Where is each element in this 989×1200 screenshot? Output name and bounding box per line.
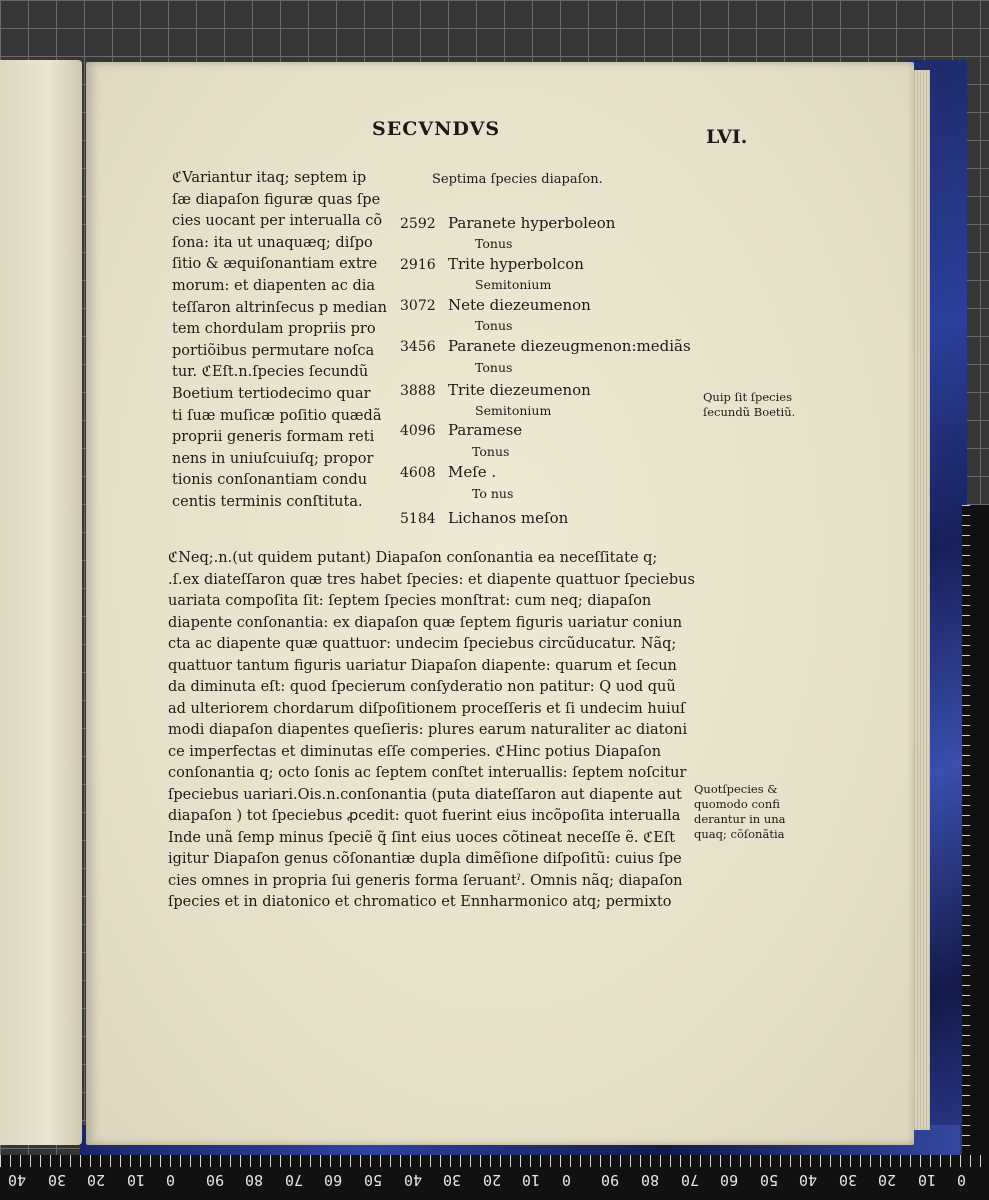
text-line: .ſ.ex diateſſaron quæ tres habet ſpecies: et diapente quattuor ſpeciebus bbox=[168, 571, 695, 588]
text-line: conſonantia q; octo ſonis ac ſeptem conſtet interuallis: ſeptem noſcitur bbox=[168, 765, 687, 781]
ruler-horizontal bbox=[0, 1155, 989, 1200]
text-line: quattuor tantum figuris uariatur Diapaſon diapente: quarum et ſecun bbox=[168, 657, 677, 674]
left-column-text bbox=[172, 168, 400, 514]
ruler-label: 30 bbox=[443, 1171, 462, 1189]
ruler-label: 80 bbox=[245, 1171, 264, 1189]
margin-note-line: derantur in una bbox=[694, 812, 786, 826]
ruler-label: 0 bbox=[166, 1171, 176, 1189]
ratio-number: 4608 bbox=[400, 465, 436, 481]
ratio-number: 3072 bbox=[400, 298, 436, 314]
table-row bbox=[400, 255, 584, 273]
folio-number: LVI. bbox=[706, 126, 748, 148]
text-line: proprii generis formam reti bbox=[172, 429, 375, 446]
ratio-number: 3888 bbox=[400, 383, 436, 399]
text-line: tur. ℭEſt.n.ſpecies ſecundũ bbox=[172, 364, 369, 381]
ruler-label: 30 bbox=[839, 1171, 858, 1189]
ruler-label: 60 bbox=[720, 1171, 739, 1189]
ratio-number: 3456 bbox=[400, 339, 436, 355]
note-name: Paramese bbox=[448, 421, 523, 439]
interval-label: Tonus bbox=[472, 444, 510, 459]
text-line: morum: et diapenten ac dia bbox=[172, 277, 376, 294]
text-line: diapente conſonantia: ex diapaſon quæ ſeptem figuris uariatur coniun bbox=[168, 614, 683, 631]
ruler-label: 30 bbox=[48, 1171, 67, 1189]
text-line: Boetium tertiodecimo quar bbox=[172, 385, 371, 402]
text-line: ſpeciebus uariari.Ois.n.conſonantia (puta diateſſaron aut diapente aut bbox=[168, 786, 682, 803]
text-line: ℭVariantur itaq; septem ip bbox=[172, 170, 367, 186]
margin-note-species bbox=[703, 390, 795, 420]
text-line: ſitio & æquiſonantiam extre bbox=[172, 256, 378, 273]
table-row bbox=[400, 381, 591, 399]
note-name: Nete diezeumenon bbox=[448, 296, 591, 314]
text-line: ad ulteriorem chordarum diſpoſitionem proceſſeris et ſi undecim huiuſ bbox=[168, 700, 686, 717]
ruler-label: 0 bbox=[957, 1171, 967, 1189]
note-name: Trite hyperbolcon bbox=[448, 255, 584, 273]
ruler-label: 20 bbox=[87, 1171, 106, 1189]
facing-page bbox=[0, 60, 82, 1145]
interval-label: Semitonium bbox=[475, 403, 552, 418]
text-line: cies omnes in propria ſui generis forma ſeruantˀ. Omnis nãq; diapaſon bbox=[168, 872, 683, 889]
text-line: modi diapaſon diapentes queſieris: plures earum naturaliter ac diatoni bbox=[168, 722, 688, 738]
text-line: Inde unã ſemp minus ſpeciẽ q̃ ſint eius uoces cõtineat neceſſe ẽ. ℭEſt bbox=[168, 829, 676, 846]
ratio-number: 4096 bbox=[400, 423, 436, 439]
text-line: igitur Diapaſon genus cõſonantiæ dupla dimẽſione diſpoſitũ: cuius ſpe bbox=[168, 851, 682, 867]
interval-label: To nus bbox=[472, 486, 514, 501]
text-line: ſpecies et in diatonico et chromatico et Ennharmonico atq; permixto bbox=[168, 894, 672, 910]
margin-note-line: Quip ſit ſpecies bbox=[703, 390, 792, 404]
running-head: SECVNDVS bbox=[372, 118, 501, 140]
table-row bbox=[400, 337, 691, 355]
ruler-label: 60 bbox=[324, 1171, 343, 1189]
table-row bbox=[400, 296, 591, 314]
interval-label: Semitonium bbox=[475, 277, 552, 292]
note-name: Paranete diezeugmenon:mediãs bbox=[448, 337, 691, 355]
text-line: cies uocant per interualla cõ bbox=[172, 213, 383, 230]
margin-note-line: Quotſpecies & bbox=[694, 782, 778, 796]
page-block-edge bbox=[912, 70, 930, 1130]
text-line: uariata compoſita ſit: ſeptem ſpecies monſtrat: cum neq; diapaſon bbox=[168, 593, 652, 609]
ruler-label: 50 bbox=[760, 1171, 779, 1189]
margin-note-line: quaq; cõſonãtia bbox=[694, 827, 785, 841]
table-row bbox=[400, 463, 496, 481]
text-line: nens in uniuſcuiuſq; propor bbox=[172, 450, 374, 467]
ruler-label: 10 bbox=[918, 1171, 937, 1189]
text-line: cta ac diapente quæ quattuor: undecim ſpeciebus circũducatur. Nãq; bbox=[168, 636, 677, 652]
ruler-label: 40 bbox=[8, 1171, 27, 1189]
interval-label: Tonus bbox=[475, 318, 513, 333]
text-line: ℭNeq;.n.(ut quidem putant) Diapaſon conſonantia ea neceſſitate q; bbox=[168, 550, 658, 566]
ruler-labels bbox=[0, 1169, 989, 1193]
ratio-number: 5184 bbox=[400, 511, 436, 527]
note-name: Meſe . bbox=[448, 463, 497, 481]
text-line: ti ſuæ muſicæ poſitio quædã bbox=[172, 407, 382, 424]
text-line: ce imperfectas et diminutas eſſe comperies. ℭHinc potius Diapaſon bbox=[168, 743, 662, 760]
note-name: Paranete hyperboleon bbox=[448, 214, 616, 232]
margin-note-line: ſecundũ Boetiũ. bbox=[703, 405, 796, 419]
ratio-number: 2592 bbox=[400, 216, 436, 232]
interval-label: Tonus bbox=[475, 360, 513, 375]
ruler-label: 20 bbox=[483, 1171, 502, 1189]
ruler-label: 40 bbox=[799, 1171, 818, 1189]
text-line: centis terminis conſtituta. bbox=[172, 493, 363, 510]
margin-note-consonance bbox=[694, 782, 786, 842]
ratio-number: 2916 bbox=[400, 257, 436, 273]
text-line: teſſaron altrinſecus p median bbox=[172, 299, 387, 316]
ruler-label: 70 bbox=[681, 1171, 700, 1189]
ruler-vertical bbox=[962, 505, 989, 1200]
ruler-label: 50 bbox=[364, 1171, 383, 1189]
ruler-label: 70 bbox=[285, 1171, 304, 1189]
interval-label: Tonus bbox=[475, 236, 513, 251]
text-line: tem chordulam propriis pro bbox=[172, 321, 376, 338]
text-line: tionis conſonantiam condu bbox=[172, 472, 368, 489]
ruler-label: 10 bbox=[127, 1171, 146, 1189]
ruler-label: 20 bbox=[878, 1171, 897, 1189]
text-line: ſæ diapaſon figuræ quas ſpe bbox=[172, 191, 381, 208]
note-name: Trite diezeumenon bbox=[448, 381, 591, 399]
ruler-label: 40 bbox=[404, 1171, 423, 1189]
ruler-label: 90 bbox=[206, 1171, 225, 1189]
ruler-label: 10 bbox=[522, 1171, 541, 1189]
table-row bbox=[400, 509, 568, 527]
margin-note-line: quomodo confi bbox=[694, 797, 780, 811]
body-paragraph bbox=[168, 548, 698, 914]
ruler-ticks bbox=[0, 1155, 989, 1167]
text-line: diapaſon ) tot ſpeciebus ꝓcedit: quot fuerint eius incõpoſita interualla bbox=[168, 808, 681, 824]
text-line: portiõibus permutare noſca bbox=[172, 342, 375, 359]
ruler-label: 80 bbox=[641, 1171, 660, 1189]
table-heading: Septima ſpecies diapaſon. bbox=[432, 172, 603, 187]
text-line: ſona: ita ut unaquæq; diſpo bbox=[172, 234, 373, 251]
table-row bbox=[400, 214, 615, 232]
text-line: da diminuta eſt: quod ſpecierum conſyderatio non patitur: Q uod quũ bbox=[168, 679, 676, 695]
ruler-label: 0 bbox=[562, 1171, 572, 1189]
table-row bbox=[400, 421, 522, 439]
note-name: Lichanos meſon bbox=[448, 509, 569, 527]
ruler-label: 90 bbox=[601, 1171, 620, 1189]
